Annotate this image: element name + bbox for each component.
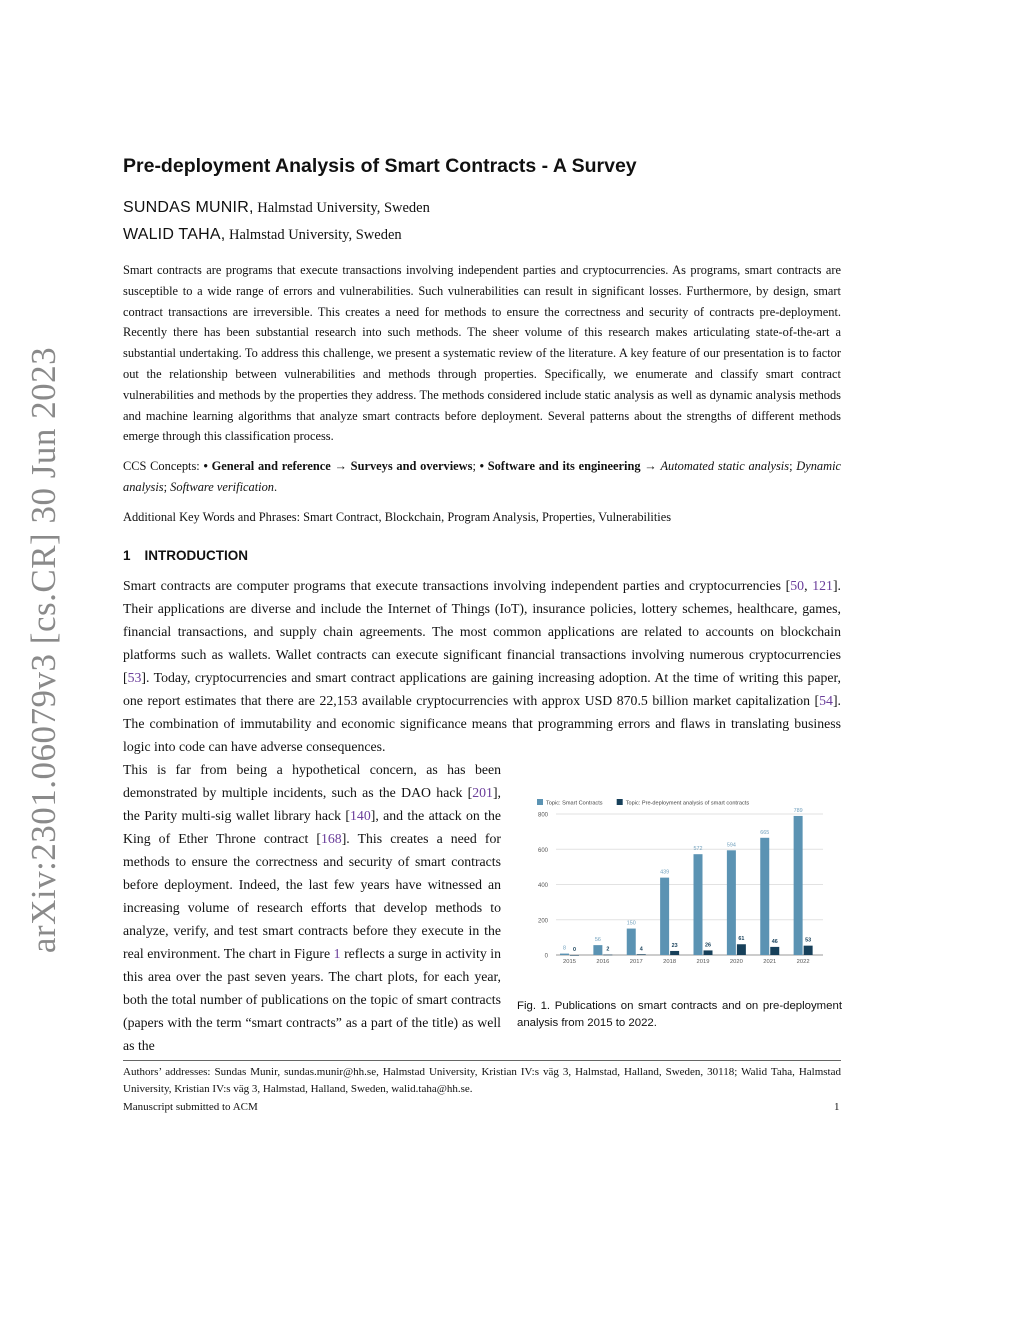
ccs-concept: • General and reference bbox=[203, 459, 331, 473]
body-text: Smart contracts are computer programs that execute transactions involving independent parties and cryptocurrencies [ bbox=[123, 578, 791, 593]
ccs-separator: ; bbox=[789, 459, 797, 473]
ccs-concept: Dynamic analysis bbox=[123, 459, 842, 494]
body-text: reflects a surge in activity in this area over the past seven years. The chart plots, for each year, both the total number of publications on the topic of smart contracts (papers with the term “smart contracts” as a part of the title) as well as the bbox=[123, 946, 501, 1053]
ccs-label: CCS Concepts: bbox=[123, 459, 204, 473]
bar-pre-deployment bbox=[603, 955, 612, 956]
footer-manuscript-note: Manuscript submitted to ACM bbox=[123, 1101, 258, 1113]
page-number: 1 bbox=[834, 1101, 840, 1113]
legend-swatch bbox=[537, 799, 543, 805]
intro-paragraph bbox=[123, 574, 841, 758]
body-text: ]. The combination of immutability and economic significance means that programming errors and flaws in translating business logic into code can have adverse consequences. bbox=[123, 693, 841, 754]
ccs-arrow: → bbox=[330, 459, 351, 473]
y-tick-label: 0 bbox=[544, 953, 548, 960]
x-tick-label: 2017 bbox=[629, 959, 643, 965]
data-label: 26 bbox=[705, 942, 711, 949]
x-tick-label: 2015 bbox=[563, 959, 576, 965]
bar-pre-deployment bbox=[804, 946, 813, 955]
bar-smart-contracts bbox=[760, 838, 769, 955]
citation-link[interactable]: 54 bbox=[819, 693, 833, 708]
body-text: ]. This creates a need for methods to ensure the correctness and security of smart contracts before deployment. Indeed, the last few years have witnessed an increasing volume of research efforts that develop methods to analyze, verify, and test smart contracts before they execute in the real environment. The chart in Figure bbox=[123, 831, 501, 961]
bar-smart-contracts bbox=[593, 945, 602, 955]
body-text: ], and the attack on the King of Ether Throne contract [ bbox=[123, 808, 501, 846]
bar-pre-deployment bbox=[637, 954, 646, 955]
data-label: 46 bbox=[771, 938, 778, 945]
keywords: Additional Key Words and Phrases: Smart Contract, Blockchain, Program Analysis, Properties, Vulnerabilities bbox=[123, 510, 672, 524]
body-text: ], the Parity multi-sig wallet library hack [ bbox=[123, 785, 501, 823]
body-text: ]. Today, cryptocurrencies and smart contract applications are gaining increasing adoption. At the time of writing this paper, one report estimates that there are 22,153 available cryptocurrencies with approx USD 870.5 billion market capitalization [ bbox=[123, 670, 841, 708]
y-tick-label: 400 bbox=[537, 883, 548, 889]
bar-smart-contracts bbox=[694, 854, 703, 955]
ccs-separator: ; bbox=[163, 479, 171, 494]
x-tick-label: 2018 bbox=[663, 959, 677, 965]
legend-label: Topic: Pre-deployment analysis of smart contracts bbox=[625, 800, 750, 807]
data-label: 2 bbox=[606, 946, 610, 953]
author-line bbox=[123, 226, 402, 244]
abstract: Smart contracts are programs that execute transactions involving independent parties and cryptocurrencies. As programs, smart contracts are susceptible to a wide range of errors and vulnerabilities. Such vulnerabilities can result in significant losses. Furthermore, by design, smart contract transactions are irreversible. This creates a need for methods to ensure the correctness and security of contracts pre-deployment. Recently there has been substantial research into such methods. The sheer volume of this research makes articulating state-of-the-art a substantial undertaking. To address this challenge, we present a systematic review of the literature. A key feature of our presentation is to factor out the relationship between vulnerabilities and methods through properties. Specifically, we enumerate and classify smart contract vulnerabilities and methods by the properties they address. The methods considered include static analysis as well as dynamic analysis methods and machine learning algorithms that analyze smart contracts before deployment. Several patterns about the strengths of different methods emerge through this classification process. bbox=[123, 263, 841, 444]
x-tick-label: 2016 bbox=[596, 959, 610, 965]
data-label: 56 bbox=[594, 937, 601, 944]
authors-addresses: Authors’ addresses: Sundas Munir, sundas.munir@hh.se, Halmstad University, Kristian IV:s väg 3, Halmstad, Halland, Sweden, 30118; Walid Taha, Halmstad University, Kristian IV:s väg 3, Halmstad, Halland, Sweden, walid.taha@hh.se. bbox=[123, 1066, 841, 1095]
data-label: 665 bbox=[760, 829, 770, 836]
footnote-rule bbox=[123, 1060, 841, 1061]
citation-link[interactable]: 53 bbox=[127, 670, 142, 685]
legend-label: Topic: Smart Contracts bbox=[546, 800, 603, 807]
data-label: 439 bbox=[660, 869, 670, 876]
paper-title: Pre-deployment Analysis of Smart Contracts - A Survey bbox=[123, 155, 637, 177]
body-text: , bbox=[804, 578, 813, 593]
data-label: 150 bbox=[626, 920, 636, 927]
data-label: 23 bbox=[671, 942, 678, 949]
ccs-concept: • Software and its engineering bbox=[479, 459, 641, 473]
ccs-concept: Software verification bbox=[170, 479, 274, 494]
data-label: 789 bbox=[793, 807, 803, 814]
x-tick-label: 2021 bbox=[763, 959, 777, 965]
citation-link[interactable]: 121 bbox=[812, 578, 833, 593]
ccs-arrow: → bbox=[640, 459, 661, 473]
y-tick-label: 800 bbox=[537, 812, 548, 819]
x-tick-label: 2020 bbox=[729, 959, 743, 965]
citation-link[interactable]: 201 bbox=[472, 785, 493, 800]
ccs-concept: Surveys and overviews bbox=[350, 459, 473, 473]
ccs-end: . bbox=[274, 479, 278, 494]
intro-paragraph-column bbox=[123, 758, 501, 1057]
bar-pre-deployment bbox=[737, 944, 746, 955]
bar-pre-deployment bbox=[570, 955, 579, 956]
section-heading bbox=[123, 548, 248, 563]
bar-pre-deployment bbox=[670, 951, 679, 955]
data-label: 0 bbox=[573, 947, 576, 953]
body-text: ]. Their applications are diverse and include the Internet of Things (IoT), insurance policies, lottery schemes, healthcare, games, financial transactions, and supply chain agreements. The most common applications are related to accounts on blockchain platforms such as wallets. Wallet contracts can execute significant financial transactions involving numerous cryptocurrencies [ bbox=[123, 578, 841, 685]
figure-caption: Fig. 1. Publications on smart contracts and on pre-deployment analysis from 2015 to 2022. bbox=[517, 1000, 842, 1029]
ccs-concepts bbox=[123, 456, 841, 498]
section-title: INTRODUCTION bbox=[144, 548, 249, 563]
bar-smart-contracts bbox=[560, 954, 569, 955]
author-affiliation: Halmstad University, Sweden bbox=[229, 227, 402, 243]
publications-bar-chart bbox=[528, 792, 828, 972]
bar-smart-contracts bbox=[794, 816, 803, 955]
x-tick-label: 2022 bbox=[796, 959, 810, 965]
arxiv-identifier: arXiv:2301.06079v3 [cs.CR] 30 Jun 2023 bbox=[24, 346, 63, 954]
bar-smart-contracts bbox=[660, 878, 669, 955]
data-label: 572 bbox=[693, 846, 703, 853]
ccs-concept: Automated static analysis bbox=[660, 459, 790, 473]
data-label: 61 bbox=[738, 936, 745, 943]
x-tick-label: 2019 bbox=[696, 959, 710, 965]
bar-smart-contracts bbox=[727, 850, 736, 955]
citation-link[interactable]: 50 bbox=[790, 578, 805, 593]
body-text: This is far from being a hypothetical concern, as has been demonstrated by multiple incidents, such as the DAO hack [ bbox=[123, 762, 501, 800]
legend-swatch bbox=[617, 799, 623, 805]
data-label: 4 bbox=[639, 946, 643, 953]
y-tick-label: 200 bbox=[537, 918, 548, 925]
bar-pre-deployment bbox=[770, 947, 779, 955]
bar-pre-deployment bbox=[704, 950, 713, 955]
author-name: SUNDAS MUNIR, bbox=[123, 199, 254, 216]
citation-link[interactable]: 140 bbox=[350, 808, 371, 823]
author-line bbox=[123, 199, 430, 217]
section-number: 1 bbox=[123, 548, 131, 563]
data-label: 8 bbox=[563, 945, 566, 952]
citation-link[interactable]: 168 bbox=[321, 831, 342, 846]
data-label: 594 bbox=[726, 842, 736, 849]
author-name: WALID TAHA, bbox=[123, 226, 226, 243]
bar-smart-contracts bbox=[627, 929, 636, 955]
figure-link[interactable]: 1 bbox=[333, 946, 341, 961]
ccs-separator: ; bbox=[472, 459, 480, 473]
author-affiliation: Halmstad University, Sweden bbox=[257, 200, 430, 216]
y-tick-label: 600 bbox=[537, 847, 548, 854]
data-label: 53 bbox=[805, 937, 812, 944]
